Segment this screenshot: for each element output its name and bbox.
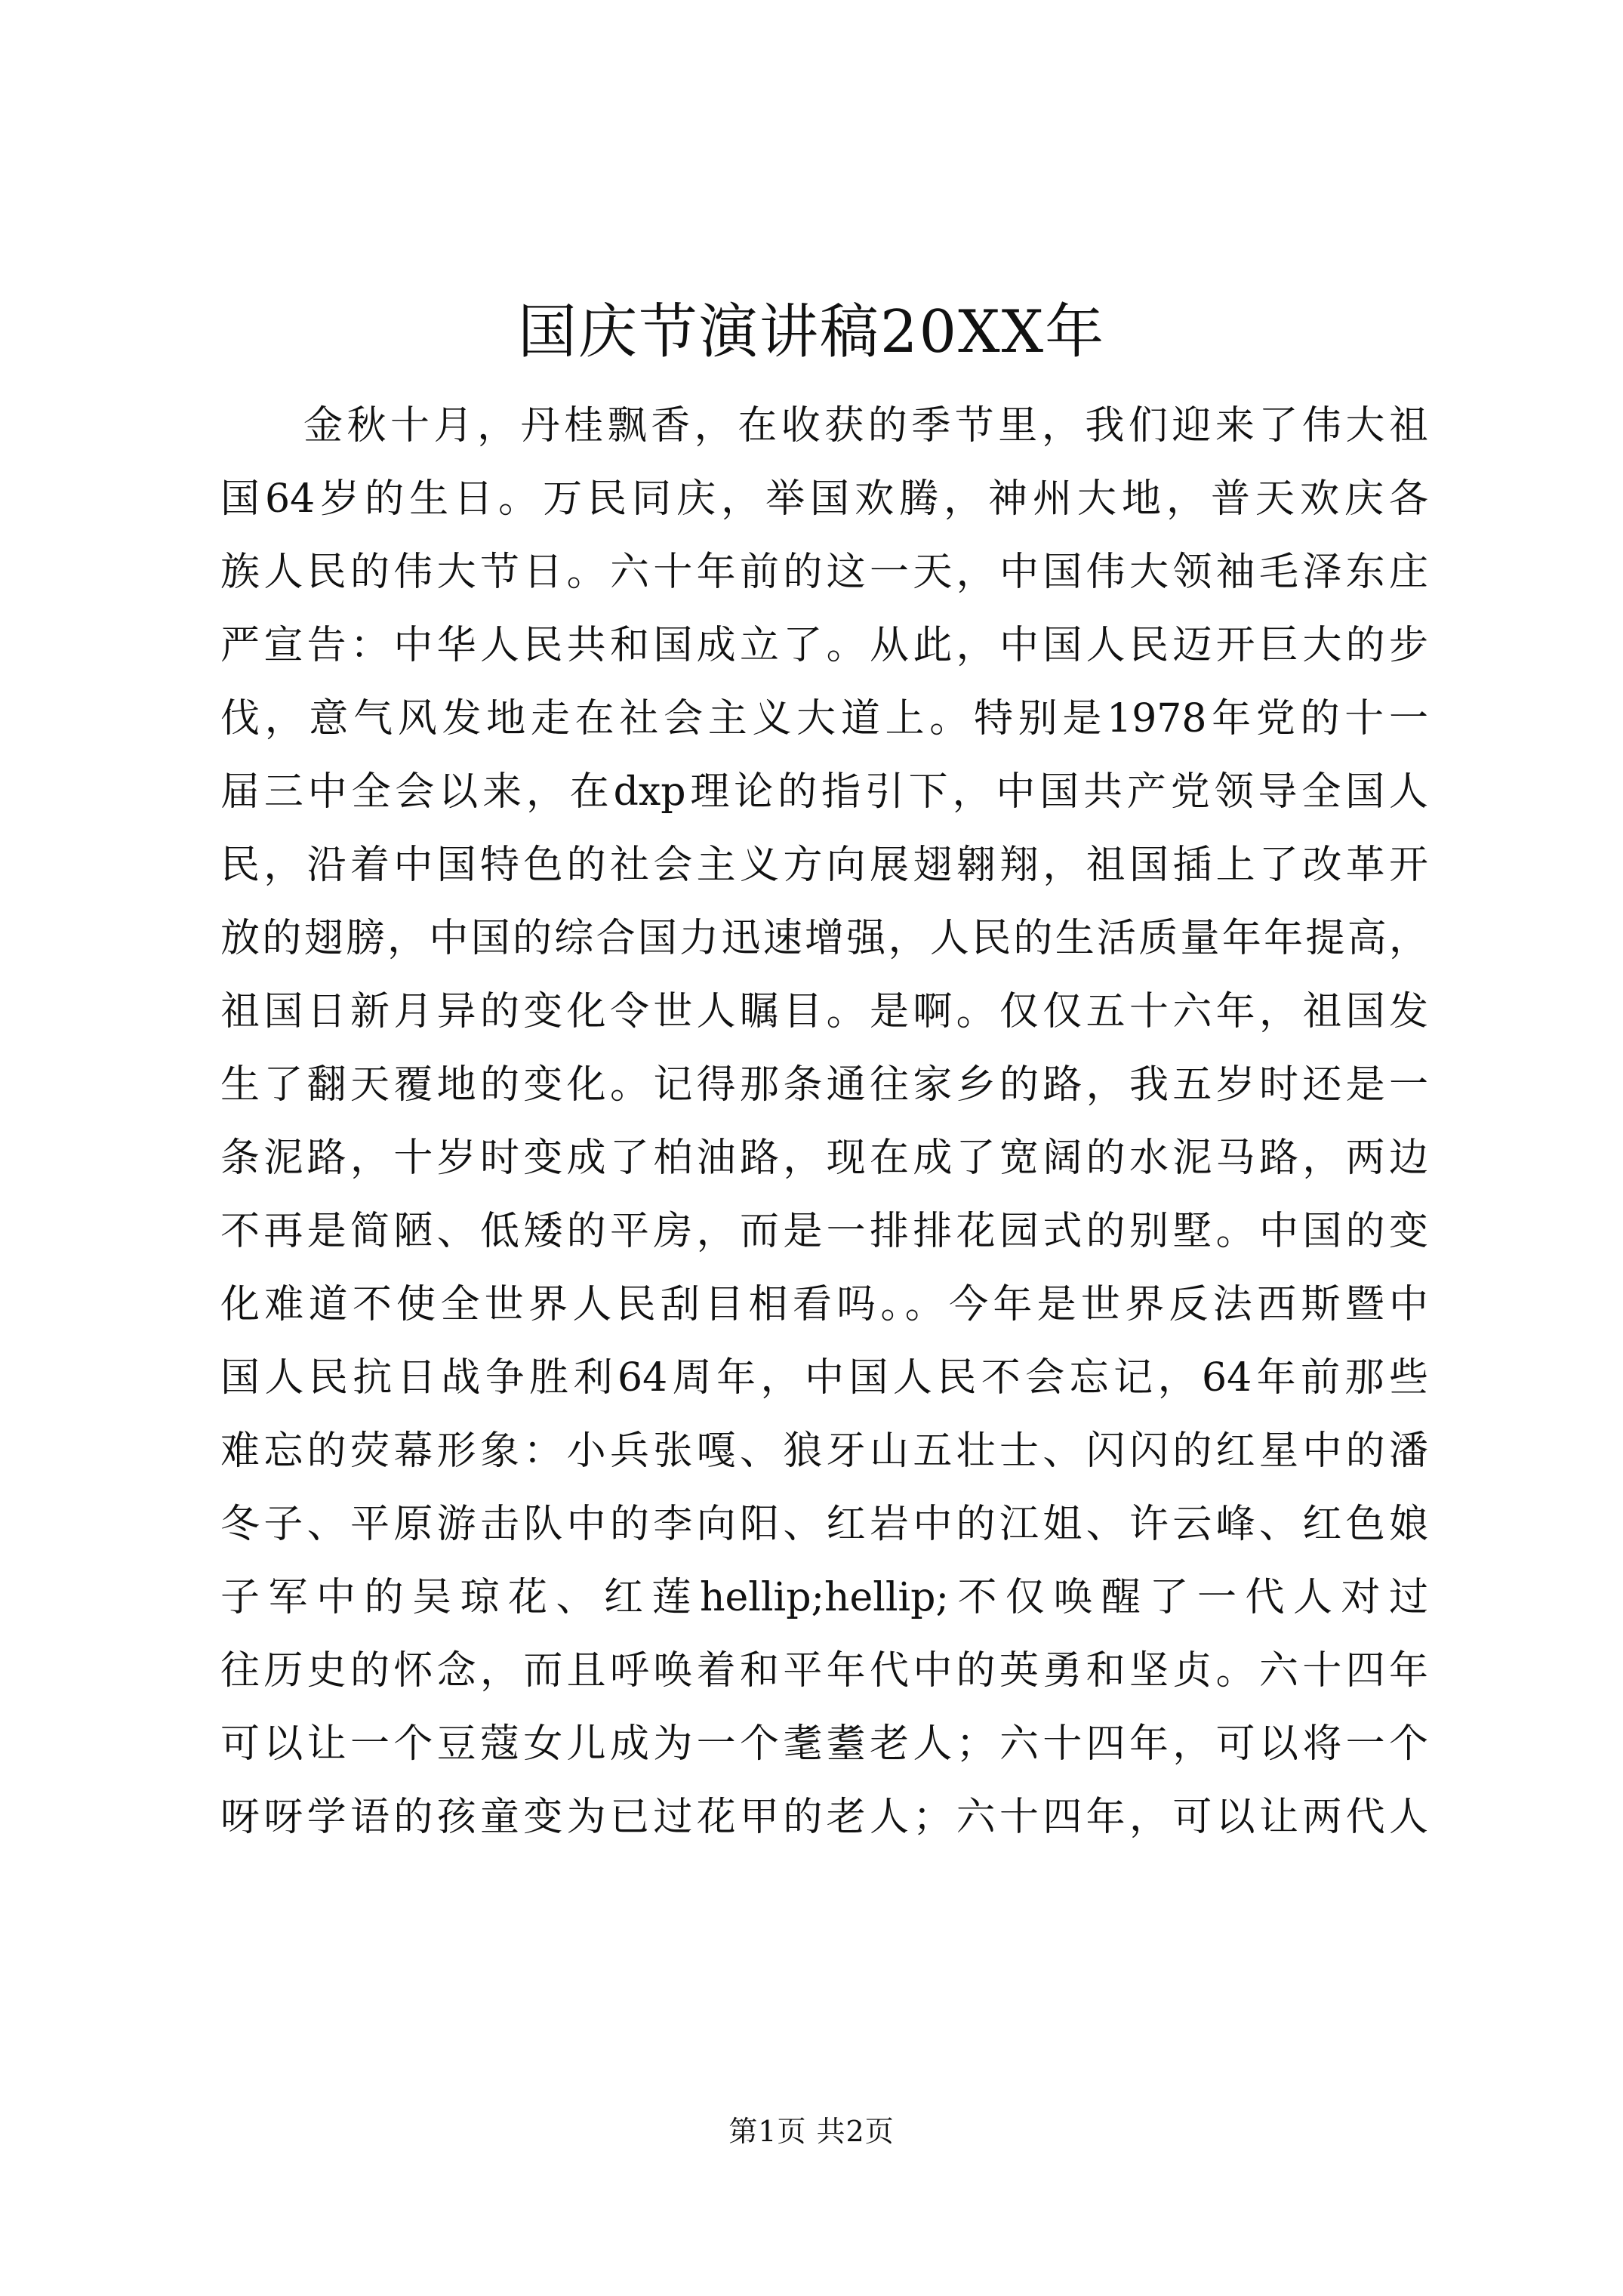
body-line: 民，沿着中国特色的社会主义方向展翅翱翔，祖国插上了改革开 — [220, 843, 1428, 888]
body-line: 金秋十月，丹桂飘香，在收获的季节里，我们迎来了伟大祖 — [303, 403, 1428, 448]
body-line: 届三中全会以来，在dxp理论的指引下，中国共产党领导全国人 — [220, 769, 1428, 815]
body-line: 严宣告：中华人民共和国成立了。从此，中国人民迈开巨大的步 — [220, 623, 1428, 668]
body-line: 化难道不使全世界人民刮目相看吗。。今年是世界反法西斯暨中 — [220, 1282, 1428, 1327]
document-title: 国庆节演讲稿20XX年 — [517, 298, 1106, 366]
body-line: 国人民抗日战争胜利64周年，中国人民不会忘记，64年前那些 — [220, 1355, 1428, 1401]
document-body — [220, 390, 1428, 1854]
body-line: 呀呀学语的孩童变为已过花甲的老人；六十四年，可以让两代人 — [220, 1795, 1428, 1840]
body-line: 可以让一个豆蔻女儿成为一个耄耋老人；六十四年，可以将一个 — [220, 1721, 1428, 1767]
body-line: 难忘的荧幕形象：小兵张嘎、狼牙山五壮士、闪闪的红星中的潘 — [220, 1428, 1428, 1474]
page-footer: 第1页 共2页 — [728, 2115, 895, 2148]
body-line: 不再是简陋、低矮的平房，而是一排排花园式的别墅。中国的变 — [220, 1209, 1428, 1254]
body-line: 放的翅膀，中国的综合国力迅速增强，人民的生活质量年年提高， — [220, 916, 1428, 961]
body-line: 族人民的伟大节日。六十年前的这一天，中国伟大领袖毛泽东庄 — [220, 550, 1428, 595]
body-line: 冬子、平原游击队中的李向阳、红岩中的江姐、许云峰、红色娘 — [220, 1502, 1428, 1547]
body-line: 伐，意气风发地走在社会主义大道上。特别是1978年党的十一 — [220, 696, 1428, 741]
body-line: 子军中的吴琼花、红莲hellip;hellip;不仅唤醒了一代人对过 — [220, 1575, 1428, 1620]
body-line: 国64岁的生日。万民同庆，举国欢腾，神州大地，普天欢庆各 — [220, 476, 1428, 522]
body-line: 往历史的怀念，而且呼唤着和平年代中的英勇和坚贞。六十四年 — [220, 1648, 1428, 1693]
body-line: 祖国日新月异的变化令世人瞩目。是啊。仅仅五十六年，祖国发 — [220, 989, 1428, 1034]
body-line: 条泥路，十岁时变成了柏油路，现在成了宽阔的水泥马路，两边 — [220, 1136, 1428, 1181]
body-line: 生了翻天覆地的变化。记得那条通往家乡的路，我五岁时还是一 — [220, 1062, 1428, 1108]
